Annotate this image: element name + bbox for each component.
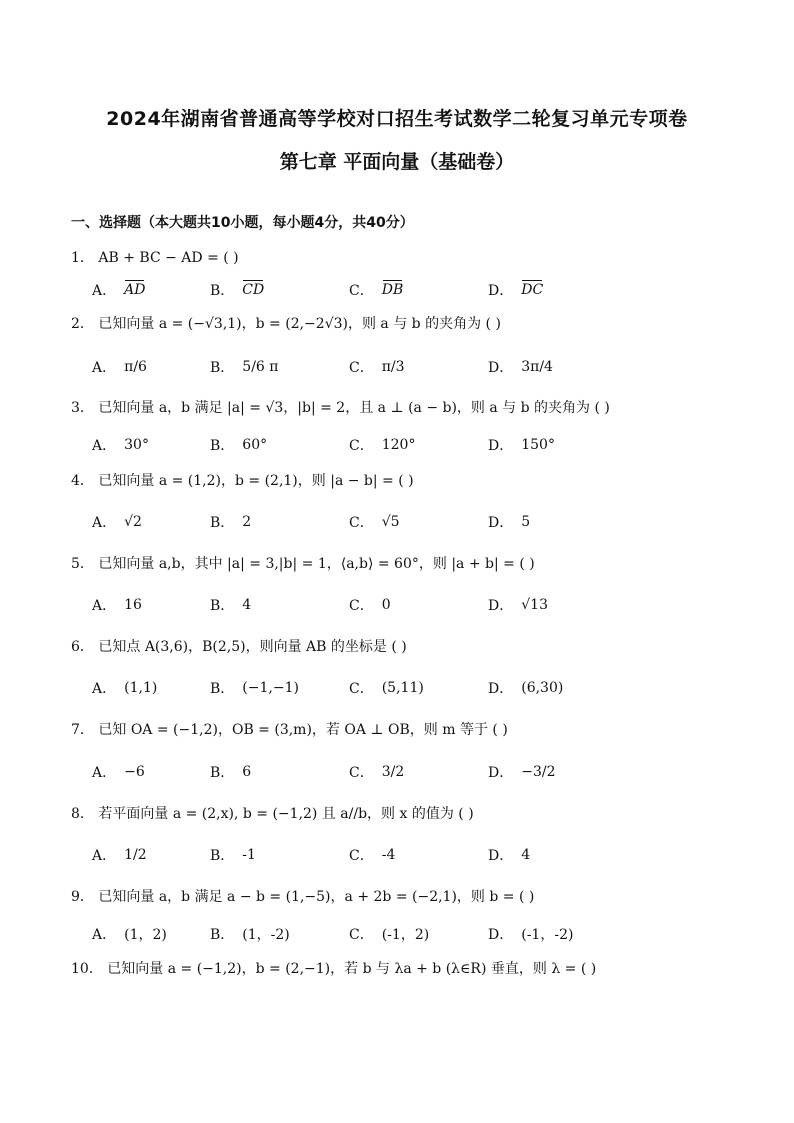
question-text: 已知向量 a,b，其中 |a| = 3,|b| = 1，⟨a,b⟩ = 60°，则 |a + b| = ( ) [98, 556, 535, 572]
question-9-options [92, 917, 652, 951]
question-text: 已知 OA = (−1,2)，OB = (3,m)，若 OA ⊥ OB，则 m 等于 ( ) [98, 722, 508, 738]
option-a[interactable]: A． π/6 [92, 359, 147, 376]
question-text: 已知向量 a，b 满足 a − b = (1,−5)，a + 2b = (−2,1)，则 b = ( ) [98, 889, 535, 905]
question-text: 已知向量 a，b 满足 |a| = √3，|b| = 2，且 a ⊥ (a − b)，则 a 与 b 的夹角为 ( ) [98, 400, 610, 416]
question-text: 已知向量 a = (−1,2)，b = (2,−1)，若 b 与 λa + b (λ∈R) 垂直，则 λ = ( ) [107, 961, 597, 977]
option-c[interactable]: C． 3/2 [349, 764, 405, 781]
option-c[interactable]: C． (5,11) [349, 680, 424, 697]
option-c[interactable]: C． -4 [349, 847, 396, 864]
option-d[interactable]: D． √13 [488, 597, 548, 614]
question-text: 已知向量 a = (−√3,1)，b = (2,−2√3)，则 a 与 b 的夹角为 ( ) [98, 316, 501, 332]
question-1-options [92, 273, 652, 307]
option-d[interactable]: D． (6,30) [488, 680, 564, 697]
option-a[interactable]: A． (1,1) [92, 680, 158, 697]
option-b[interactable]: B． 5/6 π [210, 359, 279, 376]
question-3 [71, 397, 610, 419]
option-c[interactable]: C． 0 [349, 597, 391, 614]
chapter-title: 第七章 平面向量（基础卷） [279, 151, 515, 173]
question-8 [71, 803, 474, 825]
question-7 [71, 719, 508, 741]
question-6 [71, 636, 407, 658]
option-b[interactable]: B． CD [210, 282, 265, 299]
option-c[interactable]: C． √5 [349, 514, 400, 531]
option-c[interactable]: C． DB [349, 282, 404, 299]
question-5 [71, 553, 535, 575]
option-b[interactable]: B． (−1,−1) [210, 680, 299, 697]
option-a[interactable]: A． 16 [92, 597, 142, 614]
question-text: 若平面向量 a = (2,x), b = (−1,2) 且 a//b，则 x 的值为 ( ) [98, 806, 474, 822]
option-d[interactable]: D． −3/2 [488, 764, 556, 781]
option-b[interactable]: B． 2 [210, 514, 252, 531]
option-d[interactable]: D． DC [488, 282, 544, 299]
question-5-options [92, 588, 652, 622]
question-9 [71, 886, 534, 908]
question-number: 1． [71, 250, 94, 266]
question-text: 已知点 A(3,6)，B(2,5)，则向量 AB 的坐标是 ( ) [98, 639, 407, 655]
option-d[interactable]: D． 3π/4 [488, 359, 553, 376]
option-a[interactable]: A． √2 [92, 514, 142, 531]
question-number: 4． [71, 473, 94, 489]
option-a[interactable]: A． 1/2 [92, 847, 147, 864]
question-10 [71, 958, 596, 980]
question-number: 3． [71, 400, 94, 416]
question-1 [71, 247, 239, 269]
exam-title: 2024年湖南省普通高等学校对口招生考试数学二轮复习单元专项卷 [106, 108, 688, 130]
option-d[interactable]: D． 4 [488, 847, 531, 864]
question-2 [71, 313, 501, 335]
option-d[interactable]: D． (-1，-2) [488, 927, 574, 943]
option-c[interactable]: C． (-1，2) [349, 927, 430, 943]
question-number: 5． [71, 556, 94, 572]
question-3-options [92, 428, 652, 462]
option-a[interactable]: A． (1，2) [92, 927, 167, 943]
option-b[interactable]: B． -1 [210, 847, 256, 864]
option-b[interactable]: B． 6 [210, 764, 252, 781]
question-6-options [92, 671, 652, 705]
option-b[interactable]: B． 60° [210, 437, 268, 454]
section-heading: 一、选择题（本大题共10小题，每小题4分，共40分） [71, 215, 414, 231]
question-number: 8． [71, 806, 94, 822]
question-number: 7． [71, 722, 94, 738]
option-d[interactable]: D． 150° [488, 437, 555, 454]
question-number: 10． [71, 961, 103, 977]
question-text: 已知向量 a = (1,2)，b = (2,1)，则 |a − b| = ( ) [98, 473, 414, 489]
option-a[interactable]: A． −6 [92, 764, 145, 781]
option-c[interactable]: C． 120° [349, 437, 416, 454]
option-b[interactable]: B． 4 [210, 597, 252, 614]
question-8-options [92, 838, 652, 872]
question-number: 2． [71, 316, 94, 332]
option-a[interactable]: A． 30° [92, 437, 149, 454]
question-4 [71, 470, 414, 492]
option-c[interactable]: C． π/3 [349, 359, 405, 376]
option-b[interactable]: B． (1，-2) [210, 927, 290, 943]
option-a[interactable]: A． AD [92, 282, 146, 299]
question-number: 6． [71, 639, 94, 655]
question-2-options [92, 350, 652, 384]
question-number: 9． [71, 889, 94, 905]
question-7-options [92, 755, 652, 789]
question-4-options [92, 505, 652, 539]
option-d[interactable]: D． 5 [488, 514, 531, 531]
question-text: AB + BC − AD = ( ) [98, 250, 239, 266]
